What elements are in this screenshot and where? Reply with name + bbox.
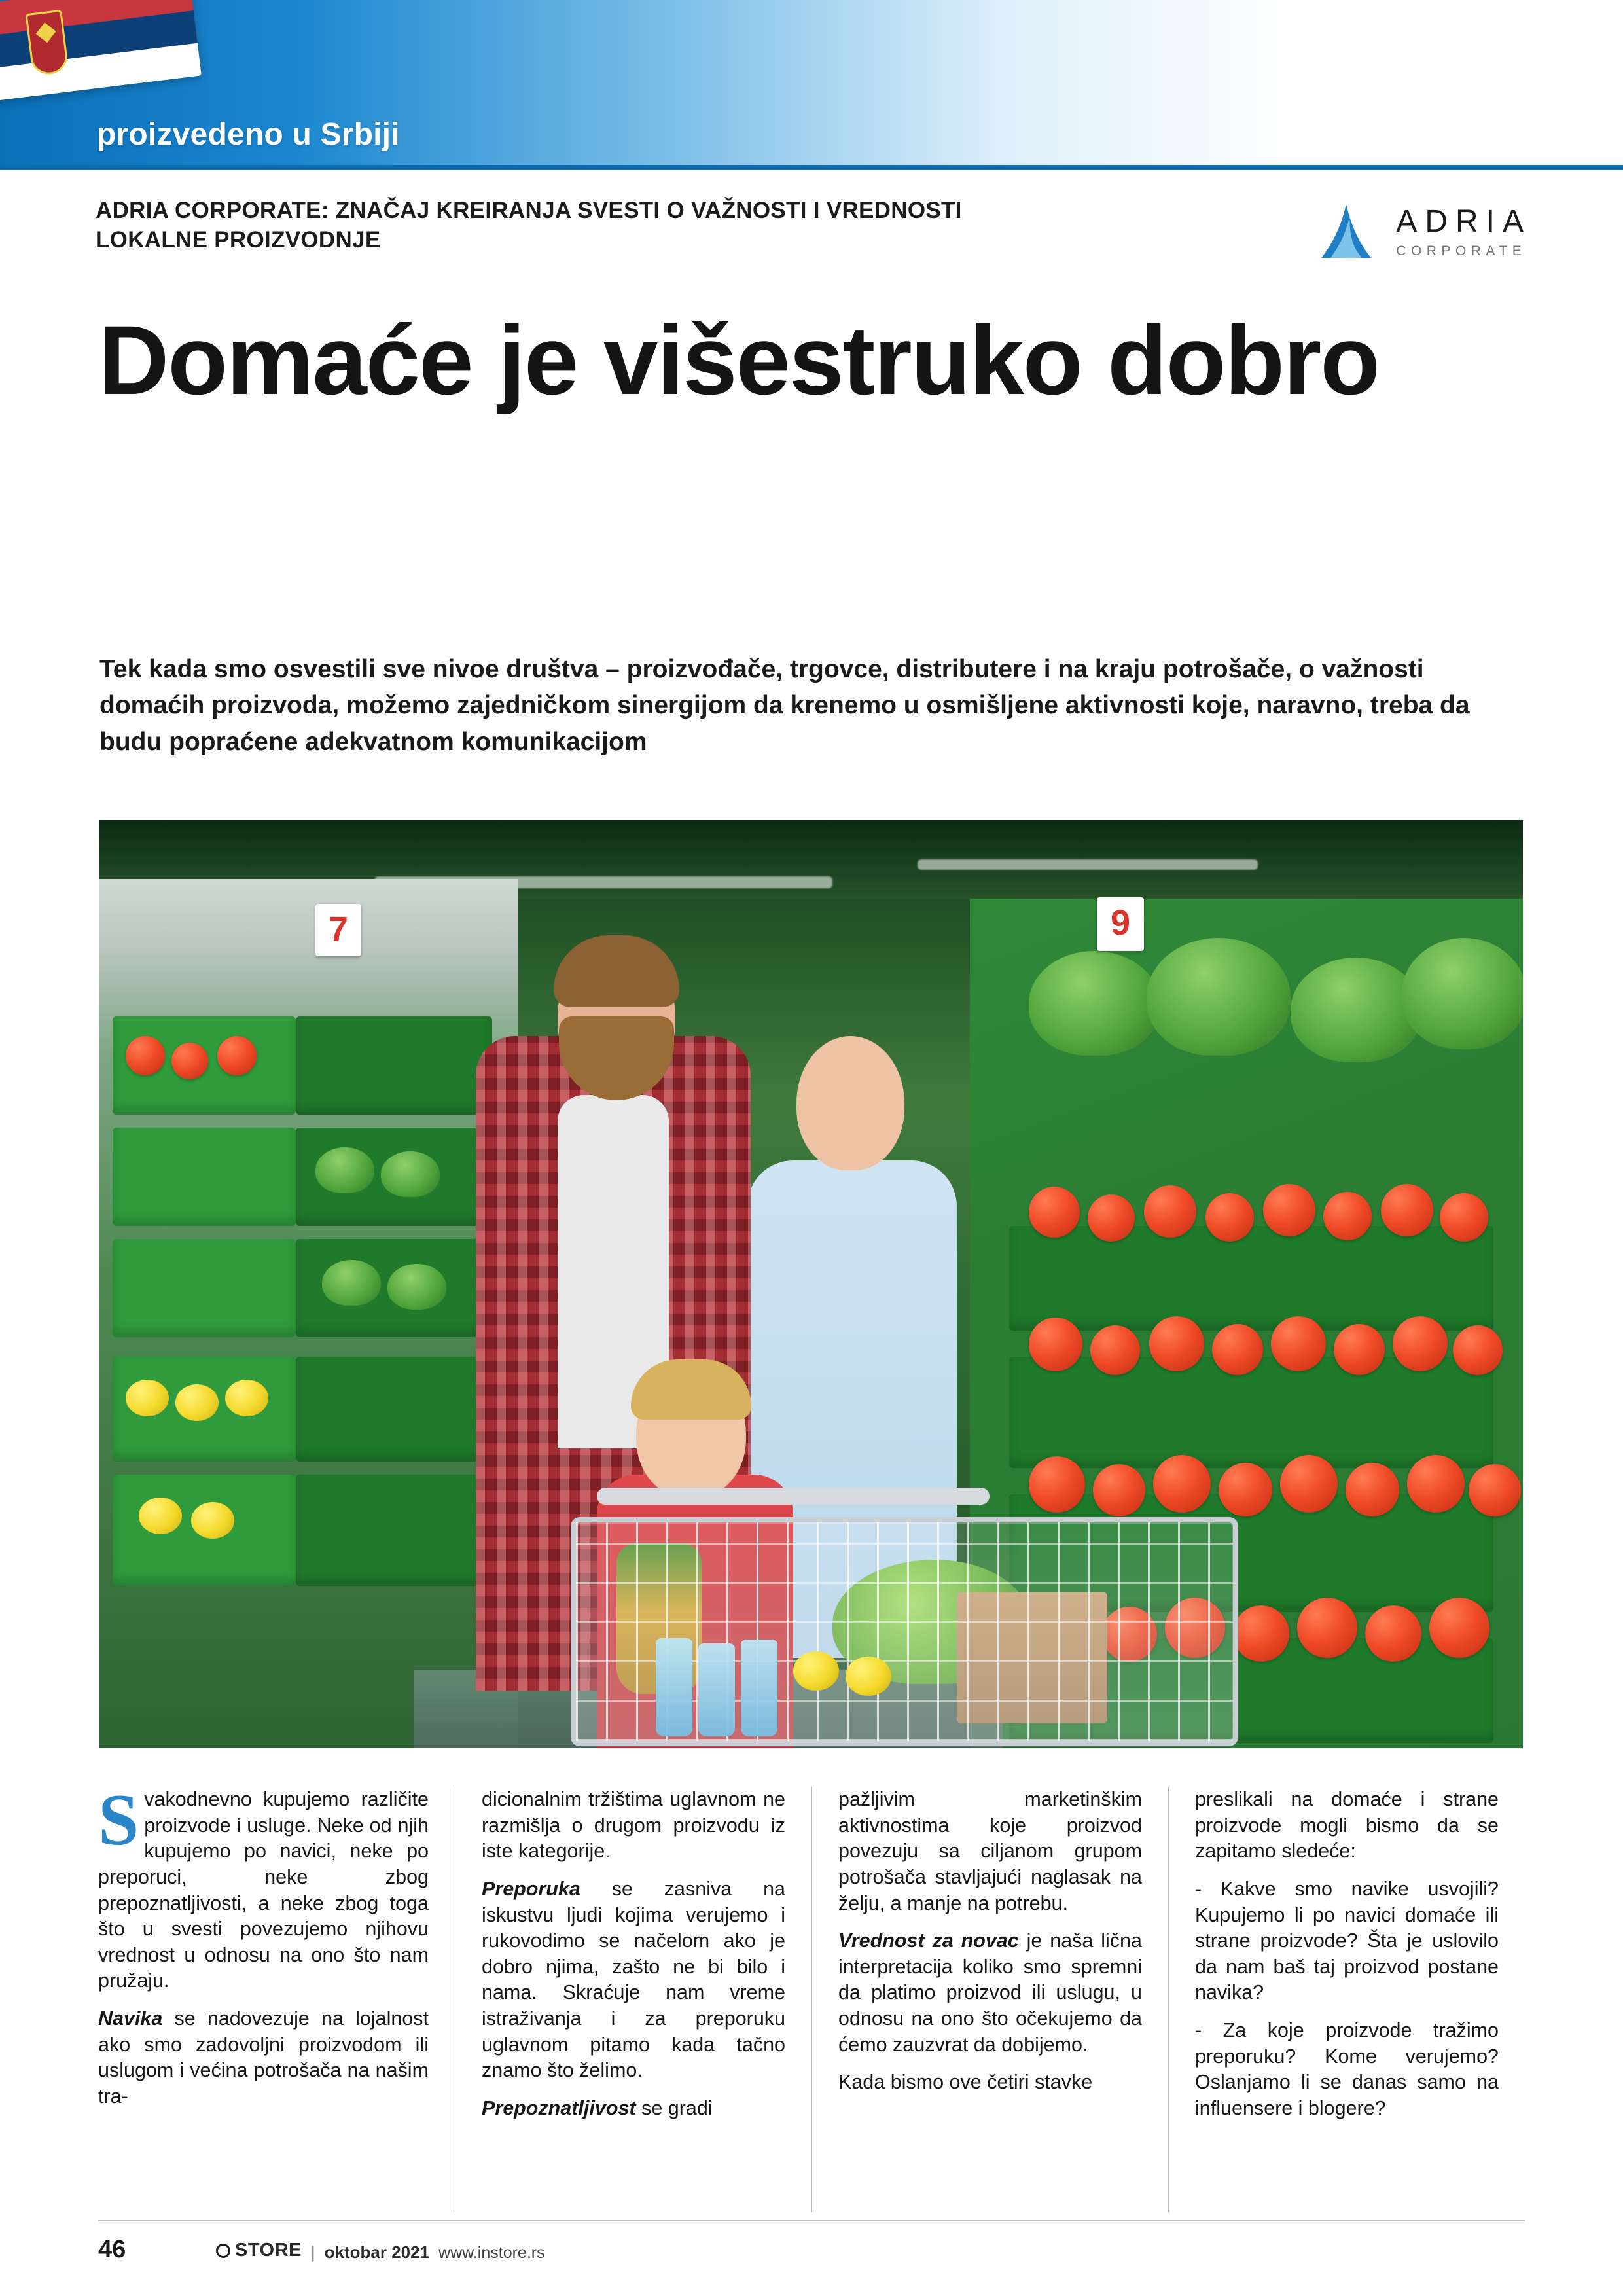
logo-name: ADRIA — [1396, 204, 1531, 239]
serbian-flag-icon — [0, 0, 202, 102]
paragraph: se nadovezuje na lojalnost ako smo zadovoljni proizvodom ili uslugom i većina potrošača na našim tra- — [98, 2007, 429, 2108]
paragraph-lead: Prepoznatljivost — [482, 2097, 636, 2120]
adria-corporate-logo — [1316, 202, 1531, 262]
footer-separator: | — [310, 2242, 315, 2262]
body-column-3 — [812, 1787, 1168, 2212]
paragraph: se zasniva na iskustvu ljudi kojima verujemo i rukovodimo se načelom ako je dobro njima, zašto ne bi bilo i nama. Skraćuje nam vreme istraživanja i za preporuku uglavnom pitamo kada tačno znamo što želimo. — [482, 1877, 785, 2082]
shelf-sign: 9 — [1097, 897, 1144, 951]
publication-name: STORE — [235, 2240, 302, 2261]
paragraph-lead: Navika — [98, 2007, 163, 2030]
paragraph: se gradi — [641, 2097, 713, 2120]
standfirst: Tek kada smo osvestili sve nivoe društva – proizvođače, trgovce, distributere i na kraju potrošače, o važnosti domaćih proizvoda, možemo zajedničkom sinergijom da krenemo u osmišljene aktivnosti koje, naravno, treba da budu popraćene adekvatnom komunikacijom — [99, 655, 1470, 756]
paragraph: dicionalnim tržištima uglavnom ne razmišlja o drugom proizvodu iz iste kategorije. — [482, 1788, 785, 1863]
dropcap: S — [98, 1780, 139, 1861]
body-column-1 — [98, 1780, 455, 2212]
body-column-2 — [455, 1787, 812, 2212]
article-kicker: ADRIA CORPORATE: ZNAČAJ KREIRANJA SVESTI O VAŽNOSTI I VREDNOSTI LOKALNE PROIZVODNJE — [96, 198, 962, 253]
page-title: Domaće je višestruko dobro — [98, 305, 1379, 415]
paragraph-lead: Vrednost za novac — [838, 1929, 1019, 1952]
footer-divider — [98, 2220, 1525, 2221]
instore-logo — [216, 2240, 302, 2261]
circle-icon — [216, 2244, 230, 2258]
paragraph-lead: Preporuka — [482, 1877, 580, 1900]
paragraph: - Za koje proizvode tražimo preporuku? Kome verujemo? Oslanjamo li se danas samo na influensere i blogere? — [1195, 2019, 1499, 2120]
issue-date: oktobar 2021 — [324, 2242, 430, 2262]
banner-underline — [0, 165, 1623, 170]
paragraph: je naša lična interpretacija koliko smo spremni da platimo proizvod ili uslugu, u odnosu na ono što očekujemo da ćemo zauzvrat da dobijemo. — [838, 1929, 1142, 2056]
adria-wave-logo-icon — [1316, 202, 1379, 262]
paragraph: preslikali na domaće i strane proizvode mogli bismo da se zapitamo sledeće: — [1195, 1788, 1499, 1863]
website-url[interactable]: www.instore.rs — [438, 2243, 545, 2262]
banner-title: proizvedeno u Srbiji — [97, 117, 400, 152]
paragraph: Kada bismo ove četiri stavke — [838, 2071, 1093, 2094]
shelf-sign: 7 — [315, 904, 361, 956]
body-column-4 — [1168, 1787, 1525, 2212]
paragraph: - Kakve smo navike usvojili? Kupujemo li po navici domaće ili strane proizvode? Šta je uslovilo da nam baš taj proizvod postane navika? — [1195, 1877, 1499, 2004]
top-banner — [0, 0, 1623, 169]
page-number: 46 — [98, 2236, 126, 2263]
logo-subtitle: CORPORATE — [1396, 243, 1527, 259]
paragraph: pažljivim marketinškim aktivnostima koje proizvod povezuju sa ciljanom grupom potrošača stavljajući naglasak na želju, a manje na potrebu. — [838, 1788, 1142, 1914]
article-photo — [99, 820, 1523, 1748]
article-body — [98, 1780, 1525, 2212]
page-footer — [0, 2217, 1623, 2296]
paragraph: vakodnevno kupujemo različite proizvode i usluge. Neke od njih kupujemo po navici, neke po preporuci, neke zbog prepoznatljivosti, a neke zbog toga što u svesti povezujemo njihovu vrednost u odnosu na ono što nam pružaju. — [98, 1788, 429, 1992]
